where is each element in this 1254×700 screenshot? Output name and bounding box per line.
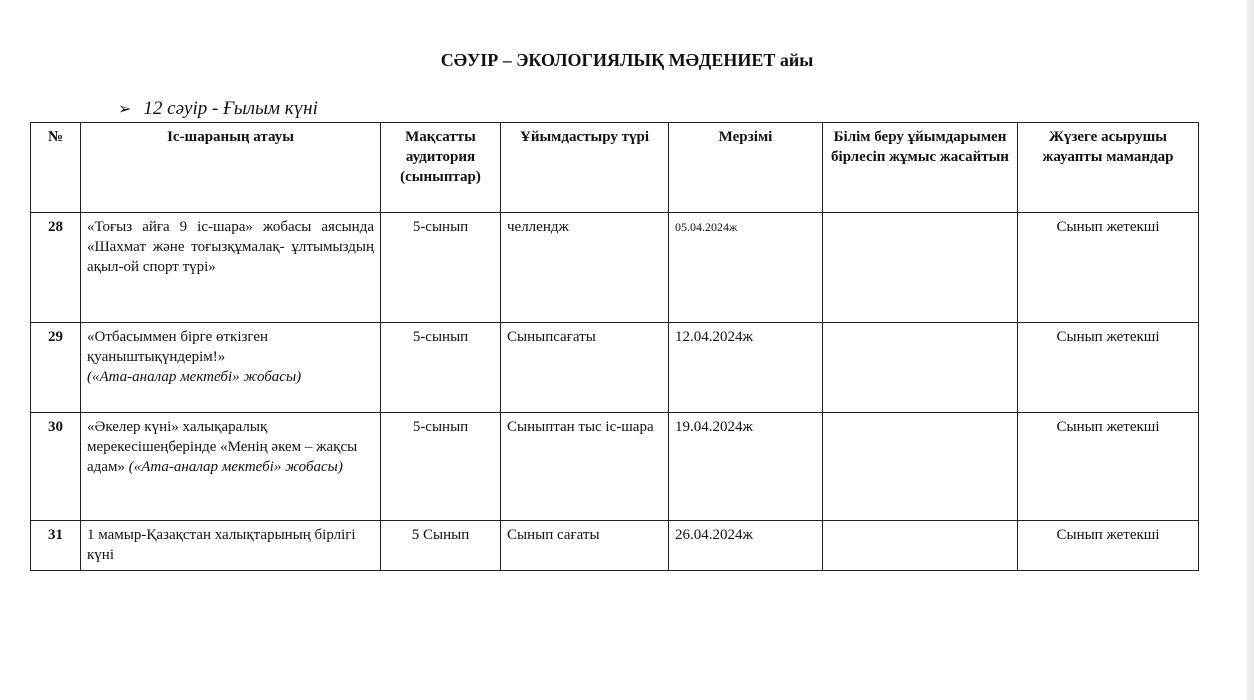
events-table <box>30 122 1199 571</box>
header-name: Іс-шараның атауы <box>81 123 381 213</box>
section-subtitle <box>118 98 318 120</box>
row-name-note: («Ата-аналар мектебі» жобасы) <box>87 369 302 385</box>
header-collab: Білім беру ұйымдарымен бірлесіп жұмыс жасайтын <box>823 123 1018 213</box>
row-name: «Отбасыммен бірге өткізген қуаныштықүндерім!» <box>87 329 269 365</box>
row-num: 31 <box>31 521 81 571</box>
table-row <box>31 413 1199 521</box>
row-responsible: Сынып жетекші <box>1018 323 1199 413</box>
table-row <box>31 521 1199 571</box>
row-date: 26.04.2024ж <box>669 521 823 571</box>
row-responsible: Сынып жетекші <box>1018 213 1199 323</box>
table-row <box>31 213 1199 323</box>
row-num: 28 <box>31 213 81 323</box>
page-edge-shadow <box>1246 0 1254 700</box>
table-row <box>31 323 1199 413</box>
row-collab <box>823 213 1018 323</box>
row-name-cell <box>81 323 381 413</box>
row-responsible: Сынып жетекші <box>1018 521 1199 571</box>
header-form: Ұйымдастыру түрі <box>501 123 669 213</box>
row-date: 12.04.2024ж <box>669 323 823 413</box>
arrow-bullet-icon: ➢ <box>118 101 132 118</box>
row-name: «Әкелер күні» халықаралық мерекесішеңберінде «Менің әкем – жақсы адам» <box>87 419 358 475</box>
row-responsible: Сынып жетекші <box>1018 413 1199 521</box>
row-audience: 5-сынып <box>381 413 501 521</box>
row-form: Сынып сағаты <box>501 521 669 571</box>
row-name: 1 мамыр-Қазақстан халықтарының бірлігі күні <box>81 521 381 571</box>
row-name-cell <box>81 413 381 521</box>
header-audience: Мақсатты аудитория (сыныптар) <box>381 123 501 213</box>
row-form: челлендж <box>501 213 669 323</box>
header-row <box>31 123 1199 213</box>
row-name-note: («Ата-аналар мектебі» жобасы) <box>128 459 343 475</box>
row-audience: 5-сынып <box>381 323 501 413</box>
row-collab <box>823 413 1018 521</box>
row-num: 30 <box>31 413 81 521</box>
row-form: Сыныптан тыс іс-шара <box>501 413 669 521</box>
row-form: Сыныпсағаты <box>501 323 669 413</box>
row-date: 05.04.2024ж <box>669 213 823 323</box>
row-audience: 5 Сынып <box>381 521 501 571</box>
subtitle-text: 12 сәуір - Ғылым күні <box>143 98 318 119</box>
row-collab <box>823 521 1018 571</box>
row-audience: 5-сынып <box>381 213 501 323</box>
page-title: СӘУІР – ЭКОЛОГИЯЛЫҚ МӘДЕНИЕТ айы <box>440 50 814 70</box>
row-date: 19.04.2024ж <box>669 413 823 521</box>
header-date: Мерзімі <box>669 123 823 213</box>
row-name: «Тоғыз айға 9 іс-шара» жобасы аясында «Шахмат және тоғызқұмалақ- ұлтымыздың ақыл-ой спорт түрі» <box>81 213 381 323</box>
header-num: № <box>31 123 81 213</box>
row-collab <box>823 323 1018 413</box>
header-responsible: Жүзеге асырушы жауапты мамандар <box>1018 123 1199 213</box>
row-num: 29 <box>31 323 81 413</box>
